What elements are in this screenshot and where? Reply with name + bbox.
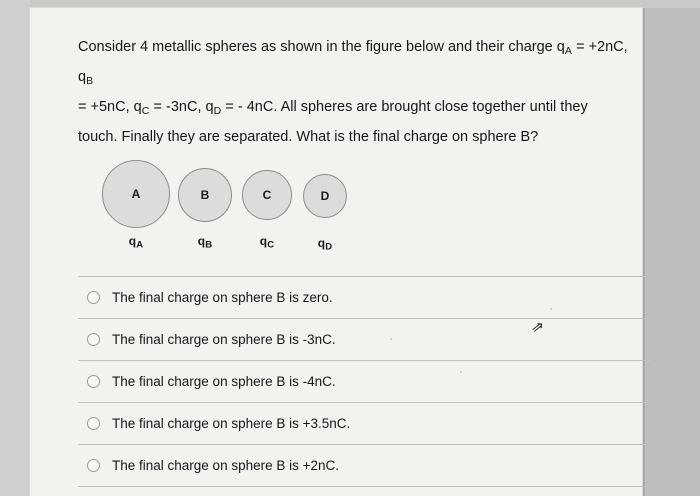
- question-line-3-part-c: = - 4nC. All spheres are brought close together until they: [221, 98, 588, 115]
- question-line-1: [78, 34, 648, 64]
- question-sheet: [30, 8, 642, 496]
- answer-option-4-label: The final charge on sphere B is +3.5nC.: [112, 416, 351, 431]
- sphere-figure: [100, 160, 430, 256]
- question-line-1-part-a: Consider 4 metallic spheres as shown in the figure below and their charge q: [78, 39, 565, 55]
- sphere-a-charge-sub: A: [136, 239, 144, 251]
- page-left-margin: [0, 0, 30, 496]
- sphere-c-charge-label: [240, 234, 294, 250]
- sphere-a: [100, 160, 172, 250]
- sphere-d-letter: D: [320, 189, 330, 203]
- paper-speck: [390, 338, 392, 340]
- sphere-c-circle: [242, 170, 292, 220]
- sphere-d-charge-sub: D: [325, 241, 333, 253]
- radio-button-icon[interactable]: [87, 375, 100, 388]
- sphere-c-charge-sub: C: [267, 239, 275, 251]
- sphere-b-letter: B: [200, 188, 210, 202]
- sphere-a-circle: [102, 160, 170, 228]
- question-text: [78, 34, 648, 150]
- question-line-3: [78, 94, 648, 124]
- question-subscript-c: C: [141, 104, 150, 117]
- answer-option-3-label: The final charge on sphere B is -4nC.: [112, 374, 336, 389]
- answer-option-5[interactable]: [78, 444, 650, 487]
- radio-button-icon[interactable]: [87, 291, 100, 304]
- sphere-a-letter: A: [131, 187, 141, 201]
- answer-option-4[interactable]: [78, 402, 650, 444]
- answer-option-3[interactable]: [78, 360, 650, 402]
- sphere-c-charge-var: q: [259, 234, 268, 248]
- radio-button-icon[interactable]: [87, 333, 100, 346]
- question-line-3-part-b: = -3nC, q: [149, 98, 214, 115]
- sphere-d-circle: [303, 174, 347, 218]
- answer-option-2-label: The final charge on sphere B is -3nC.: [112, 332, 336, 347]
- sphere-b-charge-var: q: [197, 234, 206, 248]
- question-line-1-part-b: = +2nC,: [572, 39, 628, 55]
- sphere-d-charge-label: [302, 236, 348, 252]
- answer-options-list: [78, 276, 650, 487]
- page-right-edge: [642, 8, 700, 496]
- sphere-b: [176, 168, 234, 250]
- sphere-c: [240, 170, 294, 250]
- radio-button-icon[interactable]: [87, 459, 100, 472]
- question-subscript-a: A: [564, 44, 573, 57]
- paper-speck: [550, 308, 552, 310]
- sphere-d: [302, 174, 348, 252]
- answer-option-1[interactable]: [78, 276, 650, 318]
- question-line-2: [78, 64, 648, 94]
- answer-option-1-label: The final charge on sphere B is zero.: [112, 290, 333, 305]
- answer-option-5-label: The final charge on sphere B is +2nC.: [112, 458, 340, 473]
- charge-variable-q: q: [78, 68, 87, 85]
- question-subscript-d: D: [213, 104, 222, 117]
- sphere-b-charge-sub: B: [205, 239, 213, 251]
- mouse-cursor-icon: ⇗: [530, 318, 545, 337]
- sphere-a-charge-var: q: [128, 234, 137, 248]
- question-subscript-b: B: [86, 74, 94, 87]
- sphere-b-charge-label: [176, 234, 234, 250]
- answer-option-2[interactable]: [78, 318, 650, 360]
- sphere-d-charge-var: q: [317, 236, 326, 250]
- question-line-4: touch. Finally they are separated. What is the final charge on sphere B?: [78, 128, 539, 145]
- paper-speck: [460, 371, 462, 373]
- radio-button-icon[interactable]: [87, 417, 100, 430]
- sphere-a-charge-label: [100, 234, 172, 250]
- sphere-b-circle: [178, 168, 232, 222]
- sphere-c-letter: C: [262, 188, 272, 202]
- question-line-3-part-a: = +5nC, q: [78, 98, 142, 115]
